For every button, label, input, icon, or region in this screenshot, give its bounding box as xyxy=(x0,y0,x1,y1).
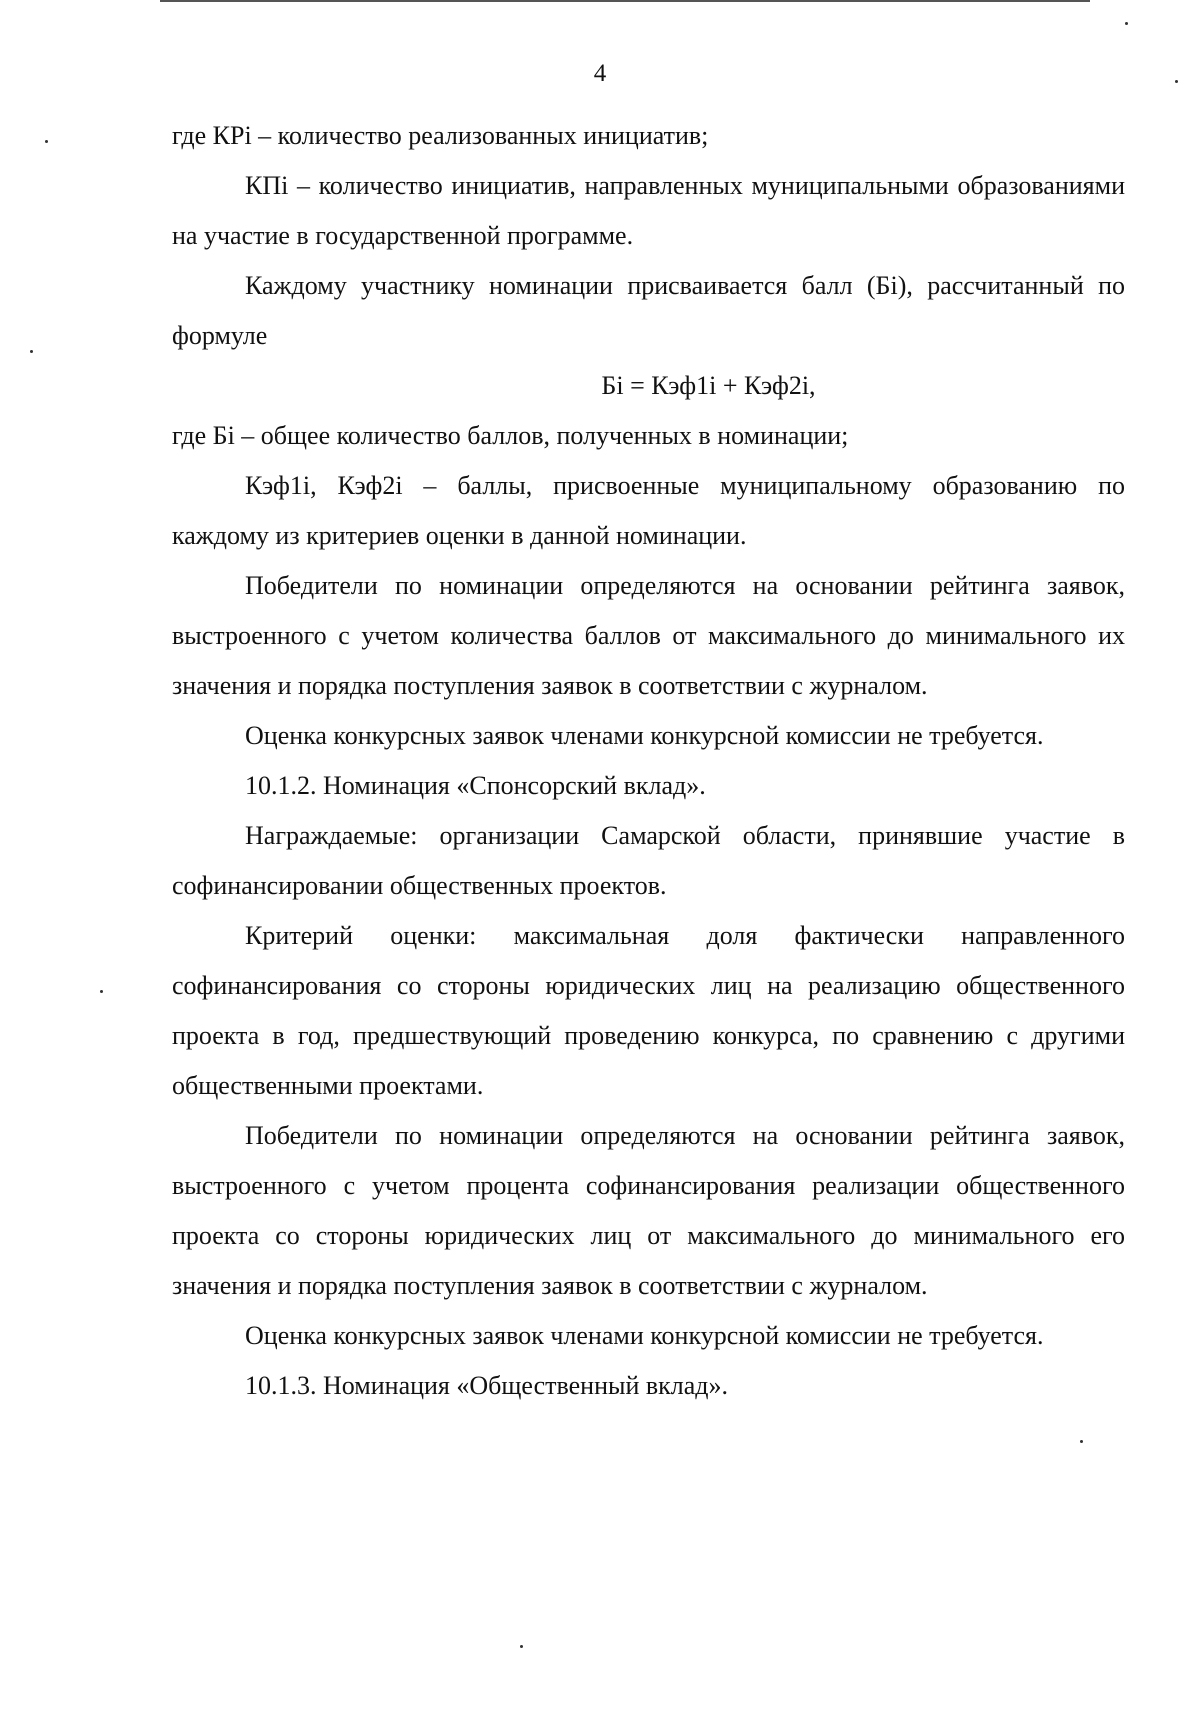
scan-speck xyxy=(1175,80,1178,83)
paragraph-bi-definition: где Бi – общее количество баллов, полученных в номинации; xyxy=(172,421,849,450)
top-edge-rule xyxy=(160,0,1090,2)
paragraph-criterion: Критерий оценки: максимальная доля фактически направленного софинансирования со стороны юридических лиц на реализацию общественного проекта в год, предшествующий проведению конкурса, по сравнению с другими общественными проектами. xyxy=(172,921,1125,1100)
scan-speck xyxy=(30,350,33,353)
heading-nomination-public: 10.1.3. Номинация «Общественный вклад». xyxy=(245,1371,729,1400)
document-body xyxy=(172,111,1125,1411)
paragraph-winners-rating-1: Победители по номинации определяются на основании рейтинга заявок, выстроенного с учетом количества баллов от максимального до минимального их значения и порядка поступления заявок в соответствии с журналом. xyxy=(172,571,1125,700)
scan-speck xyxy=(100,990,103,993)
paragraph-evaluation-not-required-1: Оценка конкурсных заявок членами конкурсной комиссии не требуется. xyxy=(245,721,1044,750)
scan-speck xyxy=(1125,22,1128,25)
paragraph-awardees: Награждаемые: организации Самарской области, принявшие участие в софинансировании общественных проектов. xyxy=(172,821,1125,900)
paragraph-evaluation-not-required-2: Оценка конкурсных заявок членами конкурсной комиссии не требуется. xyxy=(245,1321,1044,1350)
scan-speck xyxy=(1080,1440,1083,1443)
heading-nomination-sponsor: 10.1.2. Номинация «Спонсорский вклад». xyxy=(245,771,706,800)
scan-speck xyxy=(520,1645,523,1648)
paragraph-winners-rating-2: Победители по номинации определяются на основании рейтинга заявок, выстроенного с учетом процента софинансирования реализации общественного проекта со стороны юридических лиц от максимального до минимального его значения и порядка поступления заявок в соответствии с журналом. xyxy=(172,1121,1125,1300)
page-number: 4 xyxy=(593,60,607,87)
score-formula: Бi = Кэф1i + Кэф2i, xyxy=(601,371,816,400)
scan-speck xyxy=(45,140,48,143)
paragraph-kri-definition: где КРi – количество реализованных инициатив; xyxy=(172,121,709,150)
paragraph-kpi-definition: КПi – количество инициатив, направленных муниципальными образованиями на участие в государственной программе. xyxy=(172,171,1125,250)
paragraph-score-intro: Каждому участнику номинации присваивается балл (Бi), рассчитанный по формуле xyxy=(172,271,1125,350)
paragraph-kef-definition: Кэф1i, Кэф2i – баллы, присвоенные муниципальному образованию по каждому из критериев оценки в данной номинации. xyxy=(172,471,1125,550)
